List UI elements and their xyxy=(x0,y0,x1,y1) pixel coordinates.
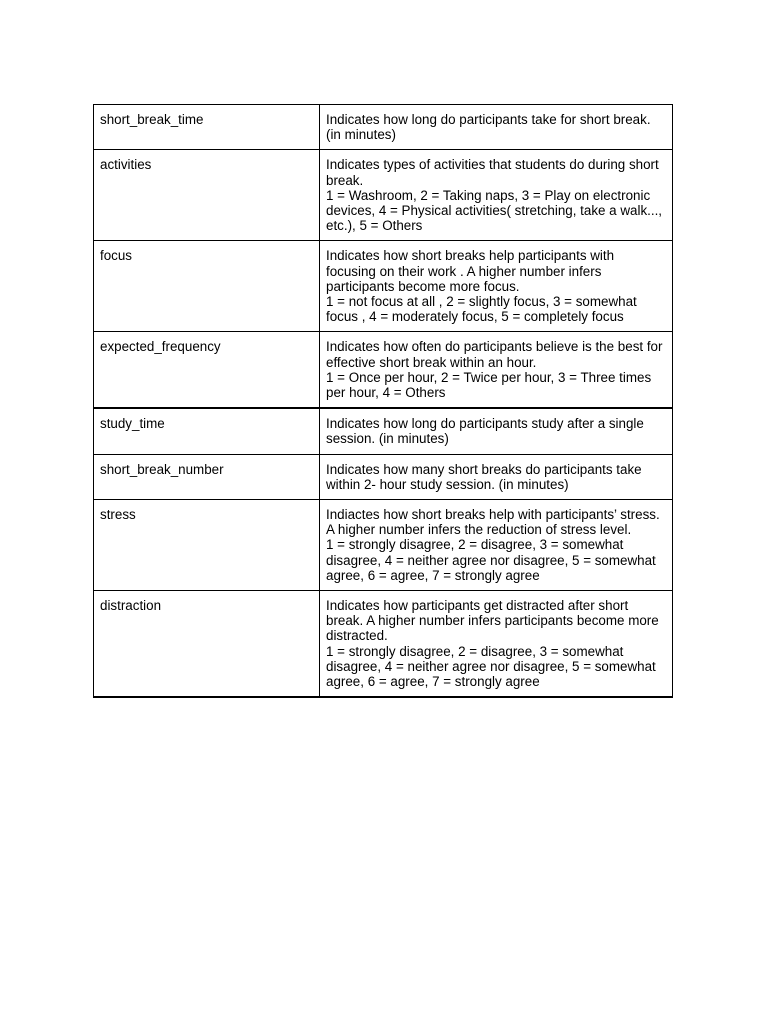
value-coding-text: 1 = strongly disagree, 2 = disagree, 3 = somewhat disagree, 4 = neither agree nor disagree, 5 = somewhat agree, 6 = agree, 7 = strongly agree xyxy=(326,537,656,583)
variable-description-cell xyxy=(320,150,673,241)
variable-codebook-table xyxy=(93,104,673,698)
description-text: Indicates types of activities that students do during short break. xyxy=(326,157,659,188)
variable-description-cell xyxy=(320,591,673,698)
variable-name-cell: focus xyxy=(94,241,320,332)
description-text: Indicates how long do participants study after a single session. (in minutes) xyxy=(326,416,644,447)
variable-name-cell: expected_frequency xyxy=(94,332,320,408)
variable-name-cell: activities xyxy=(94,150,320,241)
variable-description-cell xyxy=(320,500,673,591)
variable-name-cell: distraction xyxy=(94,591,320,698)
table-row xyxy=(94,150,673,241)
variable-name-cell: stress xyxy=(94,500,320,591)
table-row xyxy=(94,500,673,591)
description-text: Indicates how long do participants take for short break. (in minutes) xyxy=(326,112,651,143)
variable-name-cell: study_time xyxy=(94,408,320,454)
table-row xyxy=(94,332,673,408)
value-coding-text: 1 = Once per hour, 2 = Twice per hour, 3 = Three times per hour, 4 = Others xyxy=(326,369,652,401)
description-text: Indiactes how short breaks help with participants’ stress. A higher number infers the reduction of stress level. xyxy=(326,507,660,538)
variable-name-cell: short_break_time xyxy=(94,105,320,150)
value-coding-text: 1 = strongly disagree, 2 = disagree, 3 = somewhat disagree, 4 = neither agree nor disagree, 5 = somewhat agree, 6 = agree, 7 = strongly agree xyxy=(326,643,656,690)
variable-name-cell: short_break_number xyxy=(94,454,320,499)
table-row xyxy=(94,105,673,150)
variable-description-cell xyxy=(320,332,673,408)
description-text: Indicates how many short breaks do participants take within 2- hour study session. (in minutes) xyxy=(326,461,642,492)
variable-description-cell xyxy=(320,241,673,332)
table-row xyxy=(94,408,673,454)
description-text: Indicates how often do participants believe is the best for effective short break within an hour. xyxy=(326,339,663,370)
variable-description-cell xyxy=(320,105,673,150)
table-row xyxy=(94,591,673,698)
value-coding-text: 1 = Washroom, 2 = Taking naps, 3 = Play on electronic devices, 4 = Physical activities( stretching, take a walk..., etc.), 5 = Others xyxy=(326,187,663,234)
value-coding-text: 1 = not focus at all , 2 = slightly focus, 3 = somewhat focus , 4 = moderately focus, 5 = completely focus xyxy=(326,294,637,325)
table-row xyxy=(94,241,673,332)
description-text: Indicates how short breaks help participants with focusing on their work . A higher number infers participants become more focus. xyxy=(326,248,615,294)
variable-description-cell xyxy=(320,408,673,454)
variable-description-cell xyxy=(320,454,673,499)
description-text: Indicates how participants get distracted after short break. A higher number infers participants become more distracted. xyxy=(326,598,659,644)
table-row xyxy=(94,454,673,499)
